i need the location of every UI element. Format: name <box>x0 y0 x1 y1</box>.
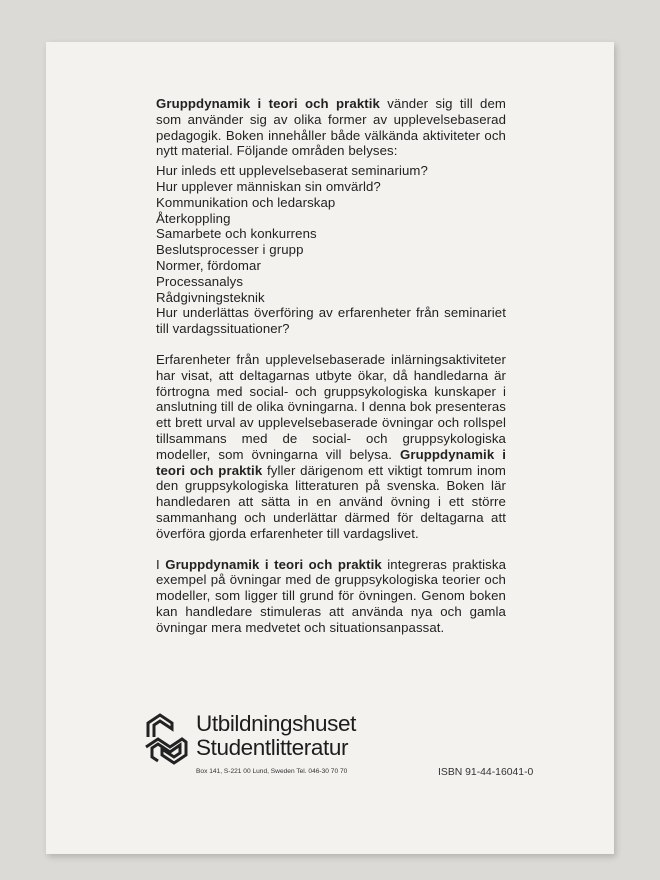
topic-item: Processanalys <box>156 273 244 289</box>
book-title-inline: Gruppdynamik i teori och praktik <box>156 96 380 111</box>
paragraph-3 <box>156 557 506 636</box>
topic-item: Rådgivningsteknik <box>156 289 265 305</box>
topic-item: Kommunikation och ledarskap <box>156 194 336 210</box>
topic-item: Återkoppling <box>156 210 231 226</box>
blurb-text <box>156 96 506 636</box>
isbn-number: ISBN 91-44-16041-0 <box>438 767 534 778</box>
intro-paragraph <box>156 96 506 159</box>
paragraph-2-text-b: fyller därigenom ett viktigt tomrum inom den gruppsykologiska litteraturen på svenska. Boken lär handledaren att sätta in en använd övning i ett större sammanhang och underlättar därmed för deltagarna att överföra gjorda erfarenheter till vardagslivet. <box>156 462 506 541</box>
topic-item: Hur underlättas överföring av erfarenheter från seminariet till vardagssituationer? <box>156 305 506 337</box>
intro-text: vänder sig till dem som använder sig av olika former av upplevelsebaserad pedagogik. Boken innehåller både välkända aktiviteter och nytt material. Följande områden belyses: <box>156 96 506 159</box>
book-title-inline: Gruppdynamik i teori och praktik <box>156 446 506 478</box>
publisher-logo-icon <box>144 713 188 765</box>
topic-item: Beslutsprocesser i grupp <box>156 242 304 258</box>
publisher-address: Box 141, S-221 00 Lund, Sweden Tel. 046-30 70 70 <box>196 768 348 775</box>
paragraph-3-prefix: I <box>156 556 166 572</box>
book-back-cover <box>46 42 614 854</box>
paragraph-3-text: integreras praktiska exempel på övningar med de gruppsykologiska teorier och modeller, som ligger till grund för övningen. Genom boken kan handledare stimuleras att använda nya och gamla övningar mera medvetet och situationsanpassat. <box>156 556 506 635</box>
topic-item: Hur upplever människan sin omvärld? <box>156 178 381 194</box>
publisher-block <box>144 709 374 789</box>
book-title-inline: Gruppdynamik i teori och praktik <box>165 556 382 572</box>
topic-item: Hur inleds ett upplevelsebaserat seminarium? <box>156 163 428 179</box>
paragraph-2 <box>156 352 506 542</box>
publisher-name-line-2: Studentlitteratur <box>196 735 349 760</box>
paragraph-2-text-a: Erfarenheter från upplevelsebaserade inlärningsaktiviteter har visat, att deltagarnas utbyte ökar, då handledarna är förtrogna med social- och gruppsykologiska kunskaper i anslutning till de olika övningarna. I denna bok presenteras ett brett urval av upplevelsebaserade övningar och rollspel tillsammans med de social- och gruppsykologiska modeller, som övningarna vill belysa. <box>156 351 506 462</box>
publisher-name-line-1: Utbildningshuset <box>196 711 356 736</box>
topic-list <box>156 163 506 337</box>
topic-item: Normer, fördomar <box>156 257 261 273</box>
topic-item: Samarbete och konkurrens <box>156 226 317 242</box>
